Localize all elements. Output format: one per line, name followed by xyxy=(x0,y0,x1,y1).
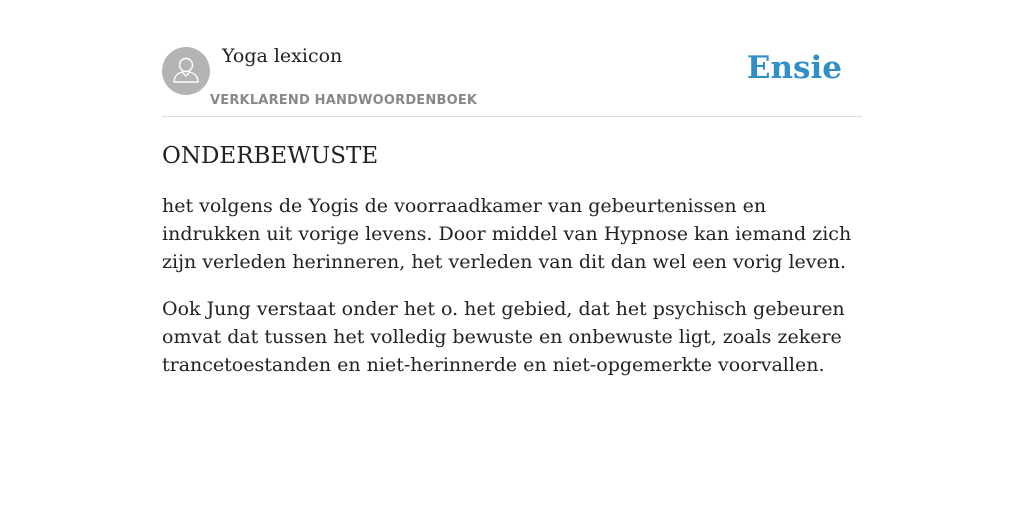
entry-header xyxy=(162,0,862,117)
lexicon-subtitle: VERKLAREND HANDWOORDENBOEK xyxy=(210,93,478,108)
lexicon-title-link[interactable]: Yoga lexicon xyxy=(222,45,343,67)
definition-paragraph: het volgens de Yogis de voorraadkamer van gebeurtenissen en indrukken uit vorige levens. Door middel van Hypnose kan iemand zich zijn verleden herinneren, het verleden van dit dan wel een vorig leven. xyxy=(162,195,852,273)
brand-logo[interactable]: Ensie xyxy=(746,50,842,86)
entry-term: ONDERBEWUSTE xyxy=(162,143,379,169)
definition-paragraph: Ook Jung verstaat onder het o. het gebied, dat het psychisch gebeuren omvat dat tussen het volledig bewuste en onbewuste ligt, zoals zekere trancetoestanden en niet-herinnerde en niet-opgemerkte voorvallen. xyxy=(162,298,845,376)
entry-card xyxy=(162,0,862,398)
entry-definition xyxy=(162,192,862,379)
user-icon[interactable] xyxy=(162,47,210,95)
